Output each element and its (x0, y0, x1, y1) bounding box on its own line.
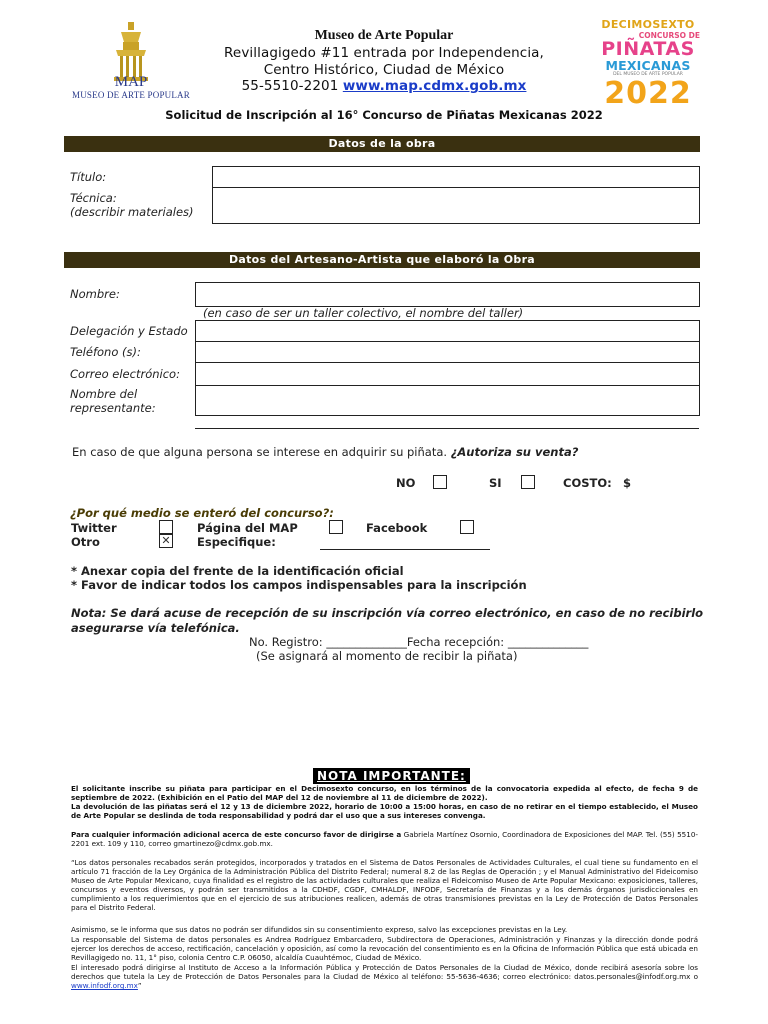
signature-line (195, 428, 699, 429)
medio-question: ¿Por qué medio se enteró del concurso?: (70, 506, 334, 520)
nota-importante-heading: NOTA IMPORTANTE: (313, 768, 470, 784)
correo-label: Correo electrónico: (70, 367, 180, 381)
especifique-field[interactable] (320, 549, 490, 550)
twitter-label: Twitter (71, 521, 117, 535)
registro-line: No. Registro: ______________Fecha recepción: ______________ (249, 635, 589, 649)
address-line-1: Revillagigedo #11 entrada por Independencia, (224, 45, 544, 61)
pagina-map-label: Página del MAP (197, 521, 298, 535)
logo-full: MUSEO DE ARTE POPULAR (72, 90, 190, 100)
facebook-checkbox[interactable] (460, 520, 474, 534)
otro-checkbox[interactable]: ✕ (159, 534, 173, 548)
phone: 55-5510-2201 (241, 78, 339, 94)
tecnica-field[interactable] (212, 187, 700, 224)
nombre-label: Nombre: (70, 287, 120, 301)
nombre-note: (en caso de ser un taller colectivo, el nombre del taller) (203, 306, 524, 320)
importante-p1: El solicitante inscribe su piñata para participar en el Decimosexto concurso, en los términos de la convocatoria expedida al efecto, de fecha 9 de septiembre de 2022. (Exhibición en el Patio del MAP del 12 de noviembre al 11 de diciembre de 2022). (71, 784, 698, 802)
venta-question: En caso de que alguna persona se interese en adquirir su piñata. (72, 445, 448, 459)
section-obra: Datos de la obra (64, 136, 700, 152)
delegacion-field[interactable] (195, 320, 700, 342)
importante-p3-text: Gabriela Martínez Osornio, Coordinadora de Exposiciones del MAP. Tel. (55) 5510-2201 ext. 109 y 110, correo gmartinezo@cdmx.gob.mx. (71, 830, 698, 848)
form-title: Solicitud de Inscripción al 16° Concurso de Piñatas Mexicanas 2022 (165, 108, 603, 122)
si-label: SI (489, 476, 502, 490)
twitter-checkbox[interactable] (159, 520, 173, 534)
telefono-field[interactable] (195, 341, 700, 363)
importante-p7 (71, 963, 698, 990)
no-checkbox[interactable] (433, 475, 447, 489)
contact-line (0, 78, 768, 94)
website-link[interactable]: www.map.cdmx.gob.mx (342, 78, 527, 94)
telefono-label: Teléfono (s): (70, 345, 141, 359)
representante-label: Nombre del (70, 387, 138, 401)
anexar-note: * Anexar copia del frente de la identificación oficial (71, 564, 404, 578)
currency-symbol: $ (623, 476, 632, 490)
representante-field[interactable] (195, 385, 700, 416)
badge-line3: PIÑATAS (601, 38, 695, 60)
titulo-field[interactable] (212, 166, 700, 188)
importante-p4: “Los datos personales recabados serán protegidos, incorporados y tratados en el Sistema de Datos Personales de Actividades Culturales, el cual tiene su fundamento en el artículo 71 fracción de la Ley Orgánica de la Administración Pública del Distrito Federal; numeral 8.2 de las Reglas de Operación ; y el Manual Administrativo del Fideicomiso Museo de Arte Popular Mexicano, cuya finalidad es el registro de las actividades culturales que realiza el Fideicomiso Museo de Arte Popular Mexicano: exposiciones, talleres, concursos y eventos diversos, y podrán ser transmitidos a la CDHDF, CGDF, CMHALDF, INFODF, Secretaría de Finanzas y a los demás órganos jurisdiccionales en cumplimiento a los requerimientos que en el ejercicio de sus atribuciones realicen, además de otras transmisiones previstas en la Ley de Protección de Datos Personales para el Distrito Federal. (71, 858, 698, 912)
nota-line-1: Nota: Se dará acuse de recepción de su inscripción vía correo electrónico, en caso de no recibirlo (71, 606, 704, 620)
delegacion-label: Delegación y Estado (70, 324, 188, 338)
favor-note: * Favor de indicar todos los campos indispensables para la inscripción (71, 578, 527, 592)
venta-question-emph: ¿Autoriza su venta? (450, 445, 579, 459)
especifique-label: Especifique: (197, 535, 276, 549)
badge-line5: DEL MUSEO DE ARTE POPULAR (613, 72, 683, 77)
importante-p6: La responsable del Sistema de datos personales es Andrea Rodríguez Embarcadero, Subdirectora de Operaciones, Administración y Finanzas y la dirección donde podrá ejercer los derechos de acceso, rectificación, cancelación y oposición, así como la revocación del consentimiento es en la Oficina de Información Pública que está ubicada en Revillagigedo no. 11, 1° piso, colonia Centro C.P. 06050, alcaldía Cuauhtémoc, Ciudad de México. (71, 935, 698, 962)
pagina-map-checkbox[interactable] (329, 520, 343, 534)
asignara-note: (Se asignará al momento de recibir la piñata) (256, 649, 518, 663)
si-checkbox[interactable] (521, 475, 535, 489)
badge-year: 2022 (604, 76, 692, 111)
logo-short: MAP (114, 74, 148, 90)
importante-p3 (71, 830, 698, 848)
importante-p3-bold: Para cualquier información adicional acerca de este concurso favor de dirigirse a (71, 830, 402, 839)
costo-label: COSTO: (563, 476, 612, 490)
infodf-link[interactable]: www.infodf.org.mx (71, 981, 138, 990)
no-label: NO (396, 476, 416, 490)
nota-line-2: asegurarse vía telefónica. (71, 621, 240, 635)
representante-sublabel: representante: (70, 401, 156, 415)
importante-p7-end: ” (137, 981, 142, 990)
importante-p5: Asimismo, se le informa que sus datos no podrán ser difundidos sin su consentimiento expreso, salvo las excepciones previstas en la Ley. (71, 925, 568, 934)
badge-line1: DECIMOSEXTO (601, 18, 695, 31)
museum-name: Museo de Arte Popular (314, 28, 454, 43)
tecnica-label: Técnica: (70, 191, 117, 205)
importante-p7-text: El interesado podrá dirigirse al Instituto de Acceso a la Información Pública y Protección de Datos Personales de la Ciudad de México, donde recibirá asesoría sobre los derechos que tutela la Ley de Protección de Datos Personales para la Ciudad de México al teléfono: 55-5636-4636; correo electrónico: datos.personales@infodf.org.mx o (71, 963, 698, 981)
venta-question-row (72, 445, 578, 459)
otro-label: Otro (71, 535, 100, 549)
facebook-label: Facebook (366, 521, 428, 535)
badge-line4: MEXICANAS (605, 58, 691, 73)
correo-field[interactable] (195, 362, 700, 386)
tecnica-sublabel: (describir materiales) (70, 205, 194, 219)
importante-p2: La devolución de las piñatas será el 12 y 13 de diciembre 2022, horario de 10:00 a 15:00 horas, en caso de no retirar en el tiempo establecido, el Museo de Arte Popular se deslinda de toda responsabilidad y podrá dar el uso que a sus intereses convenga. (71, 802, 698, 820)
section-artesano: Datos del Artesano-Artista que elaboró la Obra (64, 252, 700, 268)
titulo-label: Título: (70, 170, 107, 184)
address-line-2: Centro Histórico, Ciudad de México (263, 62, 505, 78)
badge-line2: CONCURSO DE (638, 31, 700, 40)
nombre-field[interactable] (195, 282, 700, 307)
